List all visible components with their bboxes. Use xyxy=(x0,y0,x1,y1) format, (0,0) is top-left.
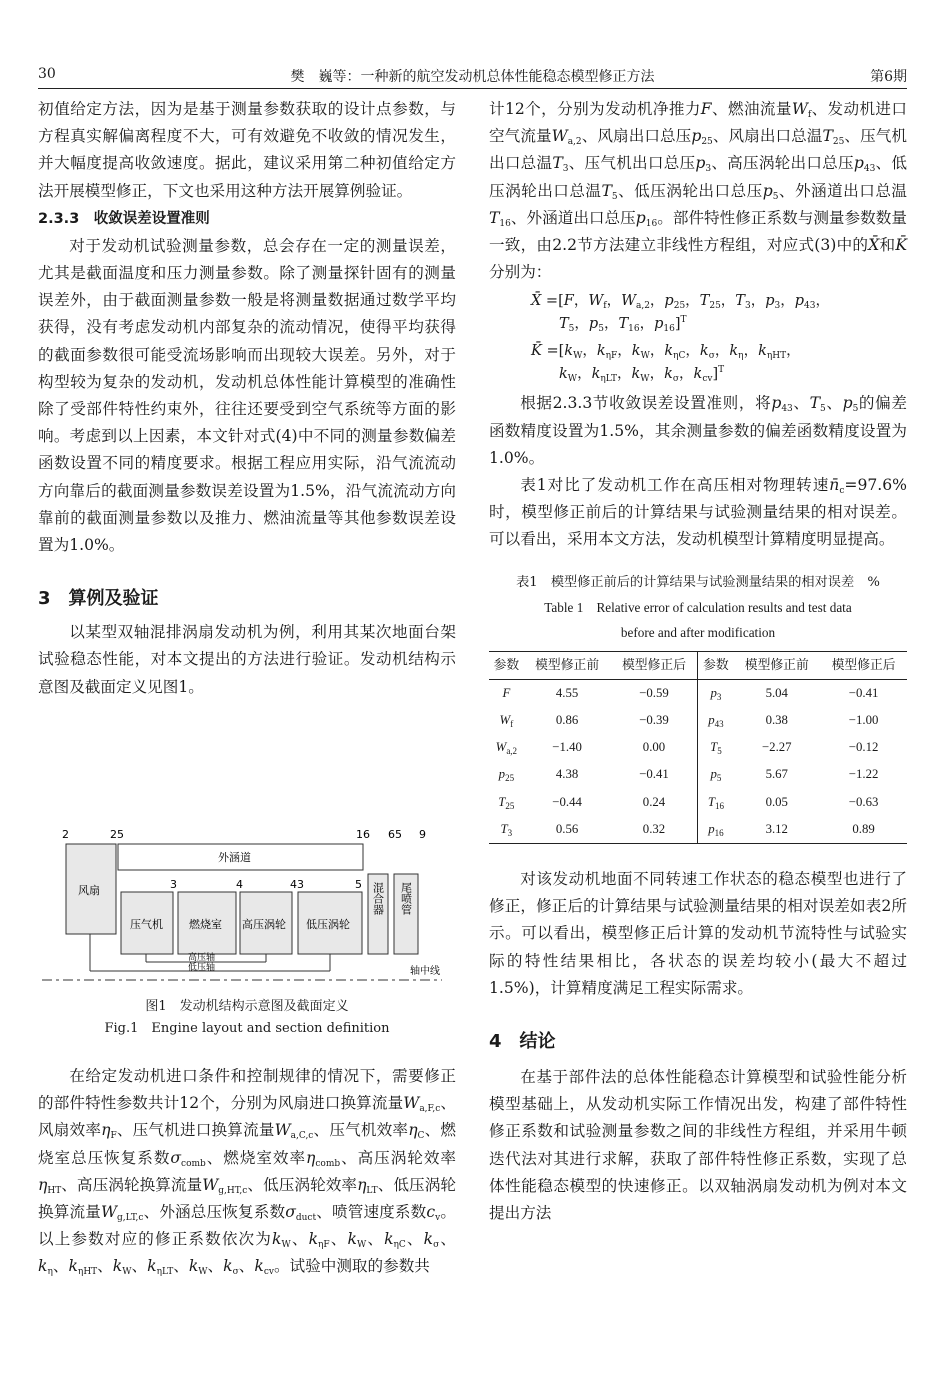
table-cell: 4.38 xyxy=(555,767,579,782)
table-row xyxy=(489,707,907,734)
table-cell: $W_f$ xyxy=(499,713,514,730)
station-label: 4 xyxy=(236,878,243,891)
lpt-label: 低压涡轮 xyxy=(306,918,350,931)
station-label: 5 xyxy=(355,878,362,891)
table-cell: −0.12 xyxy=(848,740,879,755)
nozzle-label: 尾喷管 xyxy=(399,882,413,915)
figure-caption-cn: 图1 发动机结构示意图及截面定义 xyxy=(145,999,349,1014)
table-cell: 5.67 xyxy=(765,767,788,782)
table-header: 模型修正后 xyxy=(831,657,896,672)
table-row xyxy=(489,789,907,816)
table-cell: 0.89 xyxy=(852,821,875,836)
table-cell: 0.38 xyxy=(765,713,788,728)
table-cell: −1.40 xyxy=(552,740,582,755)
equation-K: K̄ $=[k_W$，$k_{\eta F}$，$k_W$，$k_{\eta C}$，$k_\sigma$，$k_\eta$，$k_{\eta HT}$， $k_W$，$k_{\eta LT}$，$k_W$，$k_\sigma$，$k_{cv}]^T$ xyxy=(531,343,801,385)
table-caption-en-2: before and after modification xyxy=(620,624,776,640)
bypass-label: 外涵道 xyxy=(218,851,251,864)
paragraph-measured: 计12个，分别为发动机净推力F、燃油流量$W_f$、发动机进口空气流量$W_{a,2}$、风扇出口总压$p_{25}$、风扇出口总温$T_{25}$、压气机出口总温$T_3$、压气机出口总压$p_3$、高压涡轮出口总压$p_{43}$、低压涡轮出口总温$T_5$、低压涡轮出口总压$p_5$、外涵道出口总温$T_{16}$、外涵道出口总压$p_{16}$。部件特性修正系数与测量参数数量一致，由2.2节方法建立非线性方程组，对应式(3)中的X̄和K̄分别为： xyxy=(489,100,907,282)
station-label: 9 xyxy=(419,828,426,841)
table-header-row xyxy=(489,651,907,679)
paragraph-example: 以某型双轴混排涡扇发动机为例，利用其某次地面台架试验稳态性能，对本文提出的方法进行验证。发动机结构示意图及截面定义见图1。 xyxy=(38,623,456,696)
table-cell: −1.00 xyxy=(848,713,879,728)
paragraph-table2-intro: 对该发动机地面不同转速工作状态的稳态模型也进行了修正，修正后的计算结果与试验测量结果的相对误差如表2所示。可以看出，模型修正后计算的发动机节流特性与试验实际的特性结果相比，各状态的误差均较小(最大不超过1.5%)，计算精度满足工程实际需求。 xyxy=(489,870,907,997)
table-caption-cn: 表1 模型修正前后的计算结果与试验测量结果的相对误差 % xyxy=(516,574,880,590)
table-cell: 0.86 xyxy=(555,713,579,728)
running-title: 樊 巍等：一种新的航空发动机总体性能稳态模型修正方法 xyxy=(290,69,655,85)
table-cell: −0.63 xyxy=(848,794,879,809)
running-header xyxy=(38,62,907,89)
table-row xyxy=(489,734,907,761)
page-number: 30 xyxy=(38,66,56,82)
station-label: 43 xyxy=(290,878,304,891)
paragraph-parameters: 在给定发动机进口条件和控制规律的情况下，需要修正的部件特性参数共计12个，分别为风扇进口换算流量$W_{a,F,c}$、风扇效率$\eta_F$、压气机进口换算流量$W_{a,C,c}$、压气机效率$\eta_C$、燃烧室总压恢复系数$\sigma_{comb}$、燃烧室效率$\eta_{comb}$、高压涡轮效率$\eta_{HT}$、高压涡轮换算流量$W_{g,HT,c}$、低压涡轮效率$\eta_{LT}$、低压涡轮换算流量$W_{g,LT,c}$、外涵总压恢复系数$\sigma_{duct}$、喷管速度系数$c_v$。以上参数对应的修正系数依次为$k_W$、$k_{\eta F}$、$k_W$、$k_{\eta C}$、$k_\sigma$、$k_\eta$、$k_{\eta HT}$、$k_W$、$k_{\eta LT}$、$k_W$、$k_\sigma$、$k_{cv}$。试验中测取的参数共 xyxy=(38,1067,456,1278)
table-cell: 0.24 xyxy=(642,794,666,809)
heading-3: 3 算例及验证 xyxy=(38,588,159,610)
right-column xyxy=(489,96,907,1227)
table-cell: −0.39 xyxy=(639,713,669,728)
table-cell: $p_{43}$ xyxy=(698,707,733,734)
table-cell: −1.22 xyxy=(848,767,879,782)
paragraph-precision: 根据2.3.3节收敛误差设置准则，将$p_{43}$、$T_5$、$p_5$的偏差函数精度设置为1.5%，其余测量参数的偏差函数精度设置为1.0%。 xyxy=(489,394,907,467)
left-column xyxy=(38,96,456,701)
hp-shaft-label: 高压轴 xyxy=(188,953,216,963)
table-cell: −0.44 xyxy=(552,794,582,809)
table-cell: 0.00 xyxy=(642,740,666,755)
figure-1 xyxy=(38,826,456,1066)
mixer-label: 混合器 xyxy=(371,882,385,915)
table-cell: $p_5$ xyxy=(698,761,733,788)
station-label: 2 xyxy=(62,828,69,841)
lp-shaft-label: 低压轴 xyxy=(188,963,216,973)
table-header: 参数 xyxy=(698,651,733,679)
paragraph-conclusion: 在基于部件法的总体性能稳态计算模型和试验性能分析模型基础上，从发动机实际工作情况出发，构建了部件特性修正系数和试验测量参数之间的非线性方程组，并采用牛顿迭代法对其进行求解，获取了部件特性修正系数，实现了总体性能稳态模型的快速修正。以双轴涡扇发动机为例对本文提出方法 xyxy=(489,1068,907,1223)
table-caption-en-1: Table 1 Relative error of calculation results and test data xyxy=(544,599,852,615)
table-cell: 0.05 xyxy=(765,794,788,809)
left-column-lower xyxy=(38,1063,456,1281)
table-cell: 3.12 xyxy=(765,821,788,836)
heading-4: 4 结论 xyxy=(489,1031,556,1053)
table-cell: $p_{25}$ xyxy=(498,767,515,784)
station-label: 25 xyxy=(110,828,124,841)
table-cell: −0.59 xyxy=(639,685,669,700)
compressor-label: 压气机 xyxy=(130,918,163,931)
paragraph-table1-intro: 表1对比了发动机工作在高压相对物理转速$n̄_c=97.6\%$时，模型修正前后的计算结果与试验测量结果的相对误差。可以看出，采用本文方法，发动机模型计算精度明显提高。 xyxy=(489,476,907,549)
equation-X: X̄ =[F，$W_f$，$W_{a,2}$，$p_{25}$，$T_{25}$，$T_3$，$p_3$，$p_{43}$， $T_5$，$p_5$，$T_{16}$，$p_{16}]^T$ xyxy=(531,293,830,335)
table-cell: −0.41 xyxy=(848,685,879,700)
table-row xyxy=(489,679,907,707)
axis-label: 轴中线 xyxy=(410,966,440,977)
table-cell: −0.41 xyxy=(639,767,669,782)
table-cell: $p_{16}$ xyxy=(698,816,733,844)
table-cell: $T_3$ xyxy=(500,821,513,838)
table-cell: $p_3$ xyxy=(698,679,733,707)
table-cell: $W_{a,2}$ xyxy=(495,740,518,757)
figure-caption-en: Fig.1 Engine layout and section definition xyxy=(104,1021,390,1036)
table-cell: 0.56 xyxy=(555,821,579,836)
heading-2-3-3: 2.3.3 收敛误差设置准则 xyxy=(38,210,210,227)
paragraph-convergence: 对于发动机试验测量参数，总会存在一定的测量误差，尤其是截面温度和压力测量参数。除了测量探针固有的测量误差外，由于截面测量参数一般是将测量数据通过数学平均获得，没有考虑发动机内部复杂的流动情况，使得平均获得的截面参数很可能受流场影响而出现较大误差。另外，对于构型较为复杂的发动机，发动机总体性能计算模型的准确性除了受部件特性约束外，往往还要受到空气系统等方面的影响。考虑到以上因素，本文针对式(4)中不同的测量参数偏差函数设置不同的精度要求。根据工程应用实际，沿气流流动方向靠后的截面测量参数误差设置为1.5%，沿气流流动方向靠前的截面测量参数以及推力、燃油流量等其他参数误差设置为1.0%。 xyxy=(38,236,456,555)
engine-layout-diagram xyxy=(38,826,456,986)
table-cell: $T_5$ xyxy=(698,734,733,761)
table-cell: 0.32 xyxy=(642,821,666,836)
table-cell: −2.27 xyxy=(761,740,792,755)
combustor-label: 燃烧室 xyxy=(189,918,222,931)
table-cell: 5.04 xyxy=(765,685,788,700)
table-header: 参数 xyxy=(493,657,520,672)
issue-number: 第6期 xyxy=(870,69,907,85)
table-cell: $T_{25}$ xyxy=(498,794,515,811)
table-cell: 4.55 xyxy=(555,685,579,700)
table-header: 模型修正前 xyxy=(535,657,600,672)
table-row xyxy=(489,761,907,788)
table-cell: F xyxy=(502,685,511,700)
table-cell: $T_{16}$ xyxy=(698,789,733,816)
table-row xyxy=(489,816,907,844)
station-label: 16 xyxy=(356,828,370,841)
fan-label: 风扇 xyxy=(78,884,100,897)
station-label: 3 xyxy=(170,878,177,891)
station-label: 65 xyxy=(388,828,402,841)
table-header: 模型修正前 xyxy=(744,657,809,672)
paragraph-initial-value: 初值给定方法，因为是基于测量参数获取的设计点参数，与方程真实解偏离程度不大，可有效避免不收敛的情况发生，并大幅度提高收敛速度。据此，建议采用第二种初值给定方法开展模型修正，下文也采用这种方法开展算例验证。 xyxy=(38,100,456,200)
table-header: 模型修正后 xyxy=(622,657,686,672)
hpt-label: 高压涡轮 xyxy=(242,918,286,931)
table-1 xyxy=(489,651,907,844)
